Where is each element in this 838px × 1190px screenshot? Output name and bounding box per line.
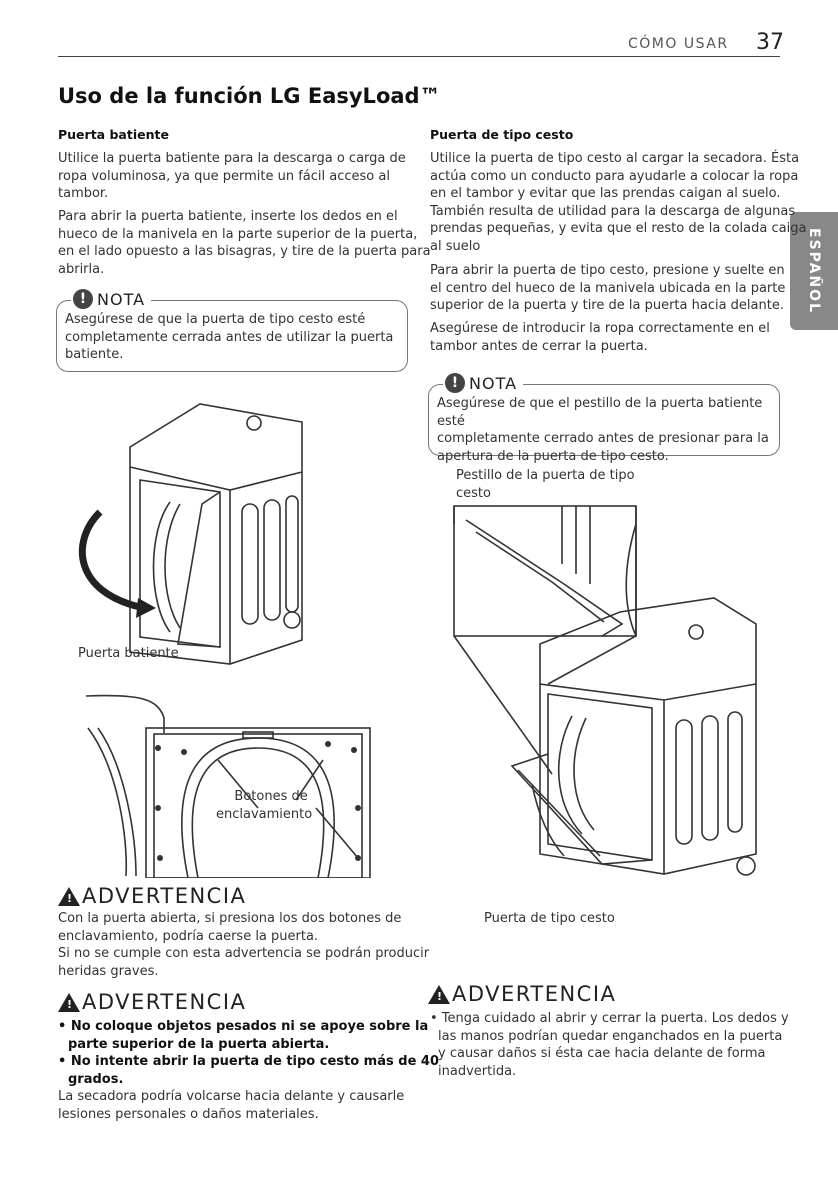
page-number: 37 bbox=[756, 30, 784, 55]
warning-bullet-1 bbox=[58, 1018, 428, 1053]
text-line: Asegúrese de introducir la ropa correctamente en el bbox=[430, 321, 770, 336]
note-label: NOTA bbox=[469, 373, 518, 393]
header-rule bbox=[58, 56, 780, 57]
heading-basket-door: Puerta de tipo cesto bbox=[430, 127, 574, 142]
text-line: Con la puerta abierta, si presiona los dos botones de bbox=[58, 911, 402, 926]
text-line: superior de la puerta y tire de la puerta hacia delante. bbox=[430, 298, 784, 314]
text-line: Asegúrese de que el pestillo de la puerta batiente esté bbox=[437, 396, 763, 429]
warning-text-1 bbox=[58, 910, 429, 980]
text-line: prendas pequeñas, y evita que el resto de la colada caiga bbox=[430, 221, 807, 237]
text-line: inadvertida. bbox=[438, 1063, 517, 1079]
text-line: el centro del hueco de la manivela ubicada en la parte bbox=[430, 280, 786, 296]
text-line: Utilice la puerta de tipo cesto al cargar la secadora. Ésta bbox=[430, 151, 800, 166]
text-line: Botones de bbox=[234, 789, 308, 804]
text-line: cesto bbox=[456, 485, 491, 501]
text-line: ropa voluminosa, ya que permite un fácil acceso al bbox=[58, 168, 390, 184]
swing-door-illustration bbox=[70, 392, 340, 674]
warning-header-1 bbox=[58, 884, 246, 908]
text-line: en el tambor y evitar que las prendas caigan al suelo. bbox=[430, 186, 781, 202]
basket-door-paragraph-3 bbox=[430, 320, 770, 355]
text-line: completamente cerrado antes de presionar para la bbox=[437, 431, 769, 447]
text-line: Utilice la puerta batiente para la descarga o carga de bbox=[58, 151, 406, 166]
text-line: actúa como un conducto para ayudarle a colocar la ropa bbox=[430, 168, 799, 184]
text-line: Para abrir la puerta batiente, inserte los dedos en el bbox=[58, 209, 398, 224]
warning-label: ADVERTENCIA bbox=[82, 884, 247, 908]
caption-latch bbox=[456, 467, 635, 502]
warning-label: ADVERTENCIA bbox=[82, 990, 247, 1014]
warning-icon bbox=[428, 985, 450, 1004]
text-line: en el lado opuesto a las bisagras, y tire de la puerta para bbox=[58, 244, 431, 260]
text-line: Si no se cumple con esta advertencia se podrán producir bbox=[58, 946, 430, 962]
note-label: NOTA bbox=[97, 289, 146, 309]
page-title: Uso de la función LG EasyLoad™ bbox=[58, 84, 441, 108]
note-box-basket bbox=[428, 373, 780, 464]
text-line: tambor. bbox=[58, 186, 109, 202]
text-line: abrirla. bbox=[58, 261, 105, 277]
text-line: apertura de la puerta de tipo cesto. bbox=[437, 448, 669, 464]
warning-bullet-2 bbox=[58, 1053, 439, 1088]
info-icon: ! bbox=[73, 289, 93, 309]
caption-swing-door: Puerta batiente bbox=[78, 646, 179, 661]
text-line: heridas graves. bbox=[58, 963, 159, 979]
warning-icon bbox=[58, 993, 80, 1012]
note-header bbox=[71, 289, 151, 309]
text-line: completamente cerrada antes de utilizar la puerta bbox=[65, 329, 394, 345]
text-line: enclavamiento bbox=[216, 806, 313, 822]
text-line: y causar daños si ésta cae hacia delante de forma bbox=[438, 1046, 766, 1062]
caption-basket-door: Puerta de tipo cesto bbox=[484, 911, 615, 926]
warning-text-2 bbox=[58, 1088, 404, 1123]
caption-interlock-buttons bbox=[216, 788, 313, 823]
text-line: • No intente abrir la puerta de tipo cesto más de 40 bbox=[58, 1054, 439, 1069]
swing-door-paragraph-1 bbox=[58, 150, 406, 203]
swing-door-paragraph-2 bbox=[58, 208, 431, 278]
warning-label: ADVERTENCIA bbox=[452, 982, 617, 1006]
text-line: Asegúrese de que la puerta de tipo cesto esté bbox=[65, 312, 366, 327]
text-line: La secadora podría volcarse hacia delante y causarle bbox=[58, 1089, 405, 1104]
text-line: batiente. bbox=[65, 347, 124, 363]
text-line: al suelo bbox=[430, 238, 481, 254]
basket-door-paragraph-2 bbox=[430, 262, 785, 315]
heading-swing-door: Puerta batiente bbox=[58, 127, 169, 142]
text-line: Para abrir la puerta de tipo cesto, presione y suelte en bbox=[430, 263, 785, 278]
note-header bbox=[443, 373, 523, 393]
text-line: las manos podrían quedar enganchados en la puerta bbox=[438, 1028, 783, 1044]
text-line: grados. bbox=[68, 1071, 124, 1087]
warning-text-3 bbox=[430, 1010, 789, 1080]
text-line: parte superior de la puerta abierta. bbox=[68, 1036, 330, 1052]
basket-door-illustration bbox=[452, 504, 782, 904]
text-line: enclavamiento, podría caerse la puerta. bbox=[58, 928, 319, 944]
text-line: tambor antes de cerrar la puerta. bbox=[430, 338, 648, 354]
text-line: Pestillo de la puerta de tipo bbox=[456, 468, 635, 483]
text-line: hueco de la manivela en la parte superior de la puerta, bbox=[58, 226, 418, 242]
warning-icon bbox=[58, 887, 80, 906]
text-line: También resulta de utilidad para la descarga de algunas bbox=[430, 203, 796, 219]
info-icon: ! bbox=[445, 373, 465, 393]
note-box-swing bbox=[56, 289, 408, 372]
text-line: lesiones personales o daños materiales. bbox=[58, 1106, 319, 1122]
interlock-buttons-illustration bbox=[58, 688, 378, 878]
warning-header-3 bbox=[428, 982, 616, 1006]
basket-door-paragraph-1 bbox=[430, 150, 806, 256]
note-text bbox=[65, 311, 393, 364]
text-line: • Tenga cuidado al abrir y cerrar la puerta. Los dedos y bbox=[430, 1011, 789, 1026]
text-line: • No coloque objetos pesados ni se apoye sobre la bbox=[58, 1019, 429, 1034]
warning-header-2 bbox=[58, 990, 246, 1014]
header-section-title: CÓMO USAR bbox=[628, 36, 729, 52]
language-tab-label: ESPAÑOL bbox=[806, 228, 822, 314]
note-text bbox=[437, 395, 779, 465]
